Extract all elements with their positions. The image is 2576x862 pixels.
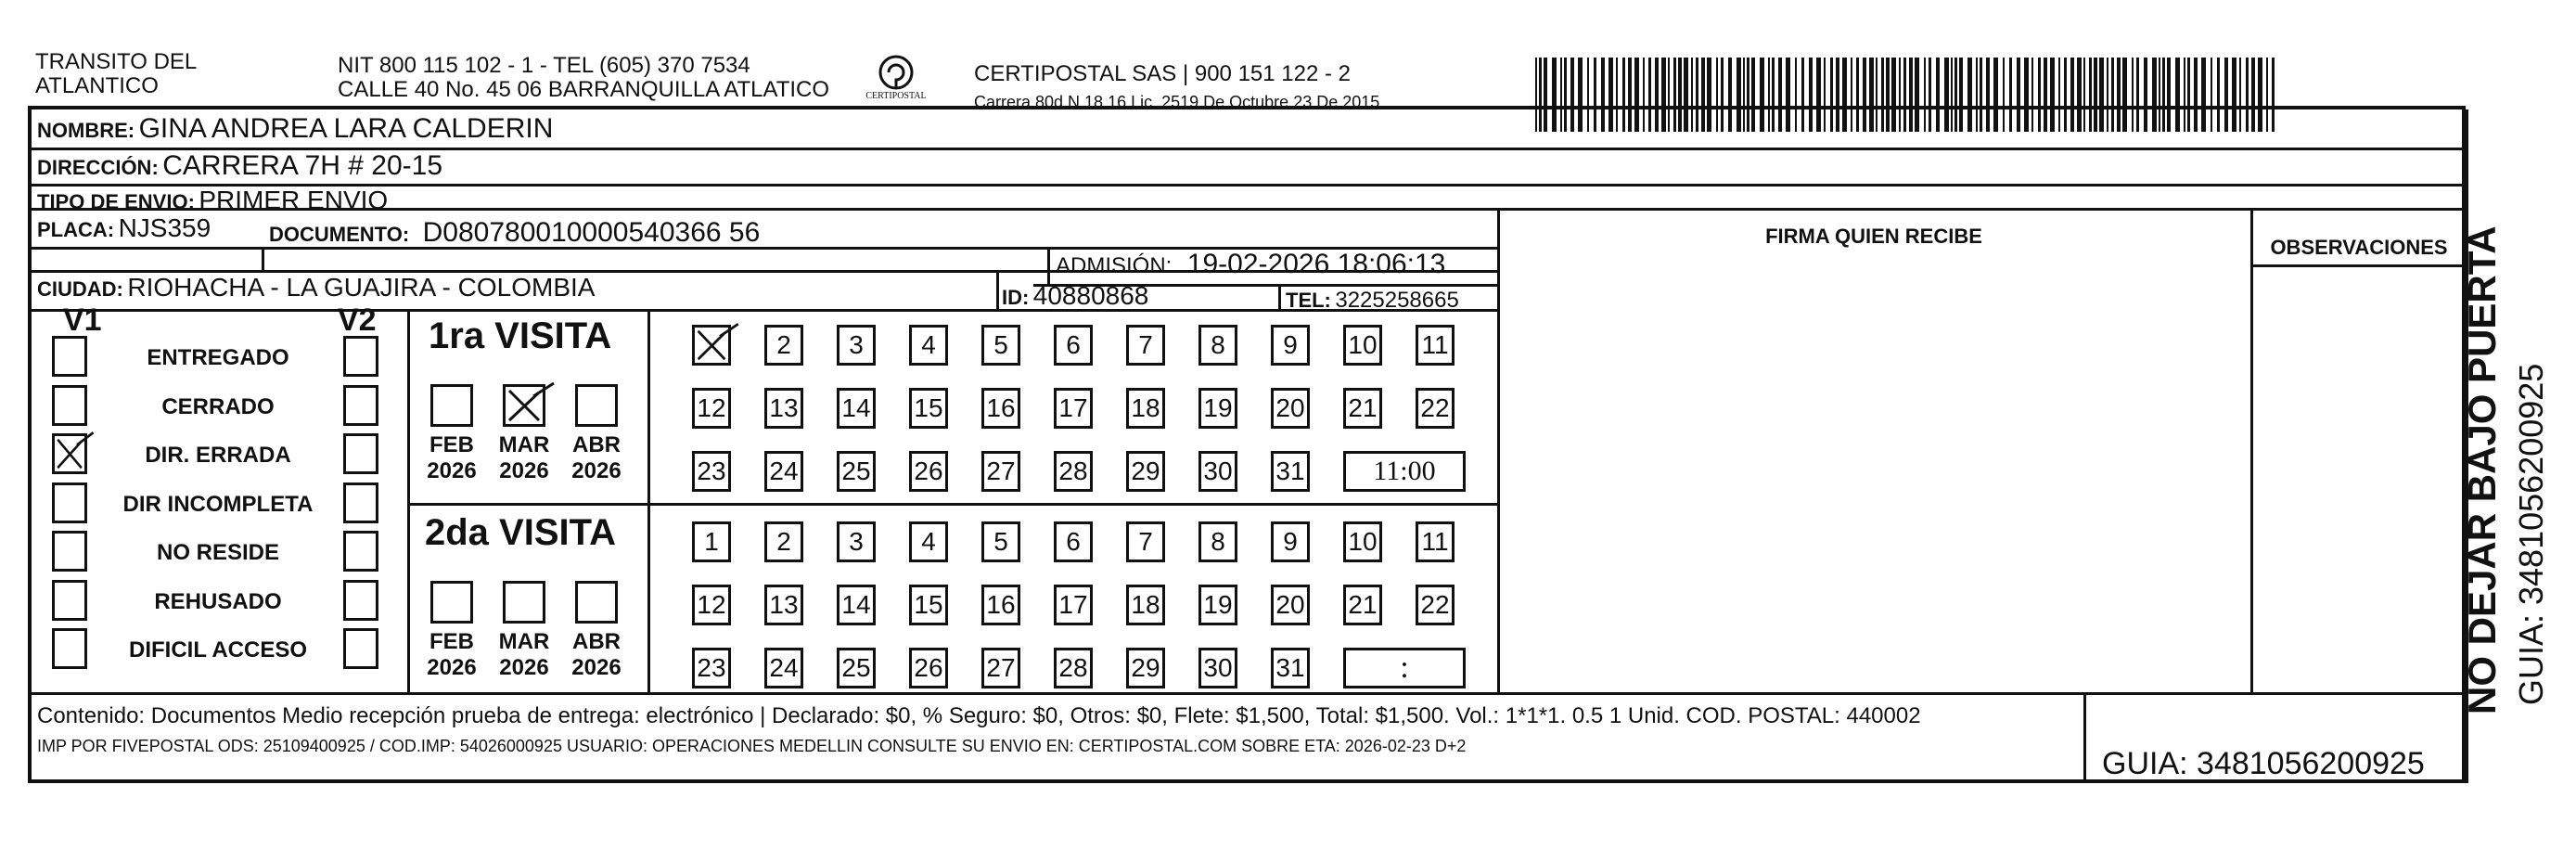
v2-checkbox-4[interactable]	[343, 482, 378, 523]
v1-checkbox-6[interactable]	[52, 580, 87, 621]
second-visit-day[interactable]: 29	[1126, 648, 1165, 688]
tipo-envio-row	[37, 186, 388, 215]
documento-label: DOCUMENTO:	[269, 223, 410, 246]
second-visit-day[interactable]: 24	[764, 648, 803, 688]
first-visit-month-box[interactable]	[503, 384, 545, 427]
month-label	[564, 432, 629, 484]
v1-checkbox-4[interactable]	[52, 482, 87, 523]
v1-checkbox-2[interactable]	[52, 385, 87, 426]
second-visit-day[interactable]: 14	[837, 585, 876, 625]
first-visit-day[interactable]	[692, 325, 731, 366]
first-visit-day[interactable]: 17	[1054, 388, 1093, 429]
first-visit-day[interactable]: 6	[1054, 325, 1093, 366]
tipo-envio-label: TIPO DE ENVIO:	[37, 190, 195, 213]
second-visit-day[interactable]: 15	[909, 585, 948, 625]
month-year: 2026	[499, 458, 549, 483]
month-year: 2026	[427, 655, 477, 680]
second-visit-day[interactable]: 9	[1271, 521, 1310, 562]
second-visit-day[interactable]: 23	[692, 648, 731, 688]
id-label: ID:	[1002, 286, 1030, 309]
first-visit-title: 1ra VISITA	[429, 315, 612, 356]
second-visit-day[interactable]: 1	[692, 521, 731, 562]
guia-box: GUIA: 3481056200925	[2102, 746, 2425, 781]
first-visit-day[interactable]: 29	[1126, 451, 1165, 492]
status-option-label: DIR. ERRADA	[145, 443, 291, 468]
first-visit-day[interactable]: 5	[981, 325, 1020, 366]
first-visit-day[interactable]: 31	[1271, 451, 1310, 492]
second-visit-day[interactable]: 22	[1416, 585, 1455, 625]
sender-line-1: TRANSITO DEL	[35, 49, 198, 74]
first-visit-day[interactable]: 3	[837, 325, 876, 366]
first-visit-day[interactable]: 11	[1416, 325, 1455, 366]
placa-value: NJS359	[118, 213, 211, 242]
second-visit-time-box[interactable]: :	[1343, 648, 1466, 688]
first-visit-month-box[interactable]	[430, 384, 473, 427]
v2-checkbox-2[interactable]	[343, 385, 378, 426]
v1-checkbox-1[interactable]	[52, 336, 87, 377]
month-name: FEB	[429, 629, 474, 654]
first-visit-day[interactable]: 12	[692, 388, 731, 429]
tel-value: 3225258665	[1335, 288, 1459, 313]
v2-checkbox-7[interactable]	[343, 628, 378, 669]
first-visit-day[interactable]: 4	[909, 325, 948, 366]
direccion-row	[37, 150, 442, 182]
second-visit-day[interactable]: 19	[1198, 585, 1237, 625]
second-visit-day[interactable]: 6	[1054, 521, 1093, 562]
month-label	[419, 432, 484, 484]
second-visit-month-box[interactable]	[575, 581, 618, 624]
v1-label: V1	[63, 302, 102, 338]
first-visit-day[interactable]: 16	[981, 388, 1020, 429]
nombre-label: NOMBRE:	[37, 119, 135, 142]
nit-line: NIT 800 115 102 - 1 - TEL (605) 370 7534	[338, 53, 750, 78]
second-visit-month-box[interactable]	[503, 581, 545, 624]
second-visit-day[interactable]: 10	[1343, 521, 1382, 562]
shipping-form	[28, 106, 2466, 783]
tel-label: TEL:	[1286, 289, 1331, 312]
imp-line: IMP POR FIVEPOSTAL ODS: 25109400925 / COD.IMP: 54026000925 USUARIO: OPERACIONES MEDELLIN CONSULTE SU ENVIO EN: CERTIPOSTAL.COM SOBRE ETA: 2026-02-23 D+2	[37, 737, 1467, 755]
first-visit-day[interactable]: 15	[909, 388, 948, 429]
v2-label: V2	[338, 302, 377, 338]
second-visit-day[interactable]: 20	[1271, 585, 1310, 625]
second-visit-day[interactable]: 18	[1126, 585, 1165, 625]
v2-checkbox-3[interactable]	[343, 433, 378, 474]
first-visit-day[interactable]: 30	[1198, 451, 1237, 492]
first-visit-time-box[interactable]: 11:00	[1343, 451, 1466, 492]
first-visit-day[interactable]: 28	[1054, 451, 1093, 492]
second-visit-day[interactable]: 25	[837, 648, 876, 688]
firma-label: FIRMA QUIEN RECIBE	[1765, 225, 1982, 248]
month-year: 2026	[571, 655, 622, 680]
direccion-label: DIRECCIÓN:	[37, 156, 159, 179]
id-field	[1002, 281, 1148, 311]
first-visit-day[interactable]: 20	[1271, 388, 1310, 429]
first-visit-day[interactable]: 23	[692, 451, 731, 492]
second-visit-day[interactable]: 17	[1054, 585, 1093, 625]
check-mark-icon	[506, 387, 543, 424]
check-mark-icon	[55, 436, 84, 471]
month-label	[492, 432, 557, 484]
second-visit-day[interactable]: 16	[981, 585, 1020, 625]
first-visit-day[interactable]: 13	[764, 388, 803, 429]
month-year: 2026	[427, 458, 477, 483]
second-visit-day[interactable]: 11	[1416, 521, 1455, 562]
v1-checkbox-3[interactable]	[52, 433, 87, 474]
first-visit-day[interactable]: 19	[1198, 388, 1237, 429]
second-visit-day[interactable]: 13	[764, 585, 803, 625]
month-name: MAR	[498, 432, 550, 457]
documento-value: D080780010000540366 56	[422, 217, 761, 248]
logo-text: CERTIPOSTAL	[865, 91, 927, 101]
month-year: 2026	[571, 458, 622, 483]
first-visit-day[interactable]: 26	[909, 451, 948, 492]
ciudad-label: CIUDAD:	[37, 277, 123, 301]
contenido-line: Contenido: Documentos Medio recepción prueba de entrega: electrónico | Declarado: $0, % Seguro: $0, Otros: $0, Flete: $1,500, Total: $1,500. Vol.: 1*1*1. 0.5 1 Unid. COD. POSTAL: 440002	[37, 703, 1921, 728]
second-visit-day[interactable]: 5	[981, 521, 1020, 562]
first-visit-day[interactable]: 8	[1198, 325, 1237, 366]
month-name: FEB	[429, 432, 474, 457]
v2-checkbox-5[interactable]	[343, 531, 378, 572]
sender-contact	[338, 54, 829, 102]
id-value: 40880868	[1032, 281, 1149, 310]
v1-checkbox-7[interactable]	[52, 628, 87, 669]
license-line: Carrera 80d N 18 16 Lic. 2519 De Octubre 23 De 2015	[974, 93, 1380, 111]
second-visit-day[interactable]: 12	[692, 585, 731, 625]
second-visit-day[interactable]: 2	[764, 521, 803, 562]
address-line: CALLE 40 No. 45 06 BARRANQUILLA ATLATICO	[338, 77, 830, 102]
month-name: MAR	[498, 629, 550, 654]
first-visit-month-box[interactable]	[575, 384, 618, 427]
first-visit-day[interactable]: 7	[1126, 325, 1165, 366]
month-label	[492, 629, 557, 681]
documento-field	[269, 217, 760, 249]
tel-field	[1286, 288, 1459, 314]
status-option-label: DIFICIL ACCESO	[128, 637, 307, 663]
placa-label: PLACA:	[37, 218, 115, 241]
admision-field	[1056, 249, 1445, 280]
first-visit-day[interactable]: 2	[764, 325, 803, 366]
first-visit-day[interactable]: 25	[837, 451, 876, 492]
month-name: ABR	[572, 432, 621, 457]
second-visit-day[interactable]: 21	[1343, 585, 1382, 625]
status-option-label: DIR INCOMPLETA	[122, 491, 314, 517]
tipo-envio-value: PRIMER ENVIO	[199, 186, 389, 214]
second-visit-day[interactable]: 30	[1198, 648, 1237, 688]
month-label	[564, 629, 629, 681]
status-option-label: ENTREGADO	[147, 345, 289, 370]
certipostal-logo	[855, 52, 937, 108]
no-dejar-warning: NO DEJAR BAJO PUERTA	[2460, 225, 2504, 714]
first-visit-day[interactable]: 27	[981, 451, 1020, 492]
month-label	[419, 629, 484, 681]
direccion-value: CARRERA 7H # 20-15	[162, 150, 443, 181]
sender-name	[35, 50, 197, 98]
nombre-row	[37, 113, 553, 145]
first-visit-day[interactable]: 10	[1343, 325, 1382, 366]
month-name: ABR	[572, 629, 621, 654]
first-visit-day[interactable]: 14	[837, 388, 876, 429]
status-option-label: REHUSADO	[154, 588, 282, 614]
second-visit-day[interactable]: 26	[909, 648, 948, 688]
second-visit-day[interactable]: 3	[837, 521, 876, 562]
first-visit-day[interactable]: 21	[1343, 388, 1382, 429]
second-visit-day[interactable]: 27	[981, 648, 1020, 688]
second-visit-month-box[interactable]	[430, 581, 473, 624]
company-line: CERTIPOSTAL SAS | 900 151 122 - 2	[974, 61, 1351, 86]
status-option-label: NO RESIDE	[156, 540, 280, 565]
observaciones-label: OBSERVACIONES	[2270, 236, 2448, 259]
v1-checkbox-5[interactable]	[52, 531, 87, 572]
first-visit-day[interactable]: 22	[1416, 388, 1455, 429]
placa-field	[37, 213, 211, 243]
v2-checkbox-1[interactable]	[343, 336, 378, 377]
second-visit-day[interactable]: 31	[1271, 648, 1310, 688]
side-guia: GUIA: 3481056200925	[2512, 363, 2550, 705]
admision-label: ADMISIÓN:	[1056, 253, 1173, 278]
first-visit-day[interactable]: 18	[1126, 388, 1165, 429]
ciudad-field	[37, 273, 595, 302]
first-visit-day[interactable]: 24	[764, 451, 803, 492]
admision-value: 19-02-2026 18:06:13	[1186, 249, 1446, 279]
check-mark-icon	[695, 328, 728, 363]
v2-checkbox-6[interactable]	[343, 580, 378, 621]
second-visit-day[interactable]: 8	[1198, 521, 1237, 562]
ciudad-value: RIOHACHA - LA GUAJIRA - COLOMBIA	[127, 273, 596, 302]
second-visit-day[interactable]: 7	[1126, 521, 1165, 562]
second-visit-title: 2da VISITA	[425, 512, 616, 553]
second-visit-day[interactable]: 4	[909, 521, 948, 562]
second-visit-day[interactable]: 28	[1054, 648, 1093, 688]
first-visit-day[interactable]: 9	[1271, 325, 1310, 366]
status-option-label: CERRADO	[161, 393, 275, 419]
month-year: 2026	[499, 655, 549, 680]
sender-line-2: ATLANTICO	[35, 73, 159, 98]
nombre-value: GINA ANDREA LARA CALDERIN	[138, 113, 554, 144]
